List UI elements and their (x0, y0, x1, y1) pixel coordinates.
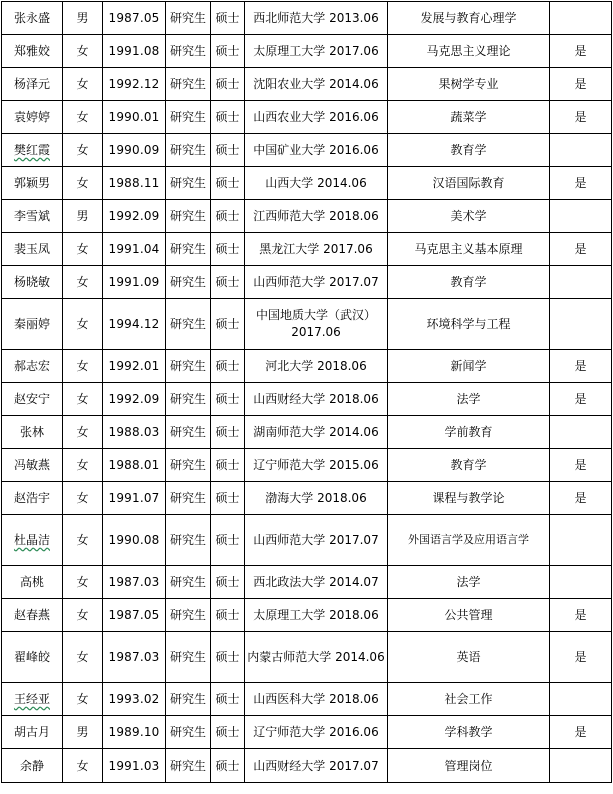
major-cell: 管理岗位 (388, 749, 550, 783)
table-row (2, 515, 612, 566)
name-cell: 张林 (2, 416, 63, 449)
school-cell: 山西师范大学 2017.07 (245, 515, 388, 566)
mark-cell (550, 299, 612, 350)
education-cell: 研究生 (166, 716, 211, 749)
degree-cell: 硕士 (211, 482, 245, 515)
mark-cell: 是 (550, 167, 612, 200)
birth-cell: 1992.09 (103, 200, 166, 233)
candidate-table (1, 1, 612, 783)
degree-cell: 硕士 (211, 416, 245, 449)
mark-cell: 是 (550, 482, 612, 515)
mark-cell: 是 (550, 599, 612, 632)
degree-cell: 硕士 (211, 68, 245, 101)
degree-cell: 硕士 (211, 383, 245, 416)
school-cell: 中国矿业大学 2016.06 (245, 134, 388, 167)
table-row (2, 299, 612, 350)
gender-cell: 女 (63, 683, 103, 716)
degree-cell: 硕士 (211, 515, 245, 566)
name-cell (2, 134, 63, 167)
birth-cell: 1992.12 (103, 68, 166, 101)
birth-cell: 1990.09 (103, 134, 166, 167)
degree-cell: 硕士 (211, 749, 245, 783)
major-cell: 学科教学 (388, 716, 550, 749)
birth-cell: 1991.07 (103, 482, 166, 515)
name-text: 杜晶洁 (13, 533, 50, 547)
degree-cell: 硕士 (211, 200, 245, 233)
name-text: 王经亚 (13, 692, 50, 706)
education-cell: 研究生 (166, 68, 211, 101)
table-row (2, 683, 612, 716)
name-cell: 高桃 (2, 566, 63, 599)
mark-cell (550, 749, 612, 783)
school-cell: 内蒙古师范大学 2014.06 (245, 632, 388, 683)
table-row (2, 101, 612, 134)
birth-cell: 1990.08 (103, 515, 166, 566)
degree-cell: 硕士 (211, 350, 245, 383)
gender-cell: 男 (63, 2, 103, 35)
table-row (2, 566, 612, 599)
education-cell: 研究生 (166, 482, 211, 515)
major-cell: 课程与教学论 (388, 482, 550, 515)
mark-cell (550, 515, 612, 566)
table-row (2, 482, 612, 515)
education-cell: 研究生 (166, 632, 211, 683)
school-cell: 西北师范大学 2013.06 (245, 2, 388, 35)
major-cell: 新闻学 (388, 350, 550, 383)
school-cell: 太原理工大学 2018.06 (245, 599, 388, 632)
table-row (2, 632, 612, 683)
table-row (2, 266, 612, 299)
education-cell: 研究生 (166, 515, 211, 566)
birth-cell: 1987.03 (103, 632, 166, 683)
school-cell: 中国地质大学（武汉） 2017.06 (245, 299, 388, 350)
name-cell: 杨泽元 (2, 68, 63, 101)
mark-cell: 是 (550, 350, 612, 383)
mark-cell (550, 134, 612, 167)
gender-cell: 女 (63, 167, 103, 200)
mark-cell: 是 (550, 233, 612, 266)
gender-cell: 女 (63, 449, 103, 482)
education-cell: 研究生 (166, 266, 211, 299)
table-row (2, 134, 612, 167)
table-row (2, 599, 612, 632)
mark-cell: 是 (550, 101, 612, 134)
birth-cell: 1994.12 (103, 299, 166, 350)
major-cell: 社会工作 (388, 683, 550, 716)
name-cell: 郝志宏 (2, 350, 63, 383)
table-row (2, 68, 612, 101)
major-cell: 教育学 (388, 449, 550, 482)
gender-cell: 女 (63, 515, 103, 566)
school-cell: 山西农业大学 2016.06 (245, 101, 388, 134)
table-row (2, 383, 612, 416)
school-cell: 太原理工大学 2017.06 (245, 35, 388, 68)
major-cell: 法学 (388, 383, 550, 416)
name-cell (2, 683, 63, 716)
mark-cell (550, 566, 612, 599)
birth-cell: 1991.09 (103, 266, 166, 299)
mark-cell: 是 (550, 383, 612, 416)
school-cell: 山西财经大学 2017.07 (245, 749, 388, 783)
degree-cell: 硕士 (211, 683, 245, 716)
gender-cell: 女 (63, 134, 103, 167)
name-cell: 余静 (2, 749, 63, 783)
birth-cell: 1987.05 (103, 599, 166, 632)
table-row (2, 749, 612, 783)
education-cell: 研究生 (166, 383, 211, 416)
major-cell: 环境科学与工程 (388, 299, 550, 350)
mark-cell: 是 (550, 632, 612, 683)
major-cell: 蔬菜学 (388, 101, 550, 134)
school-cell: 江西师范大学 2018.06 (245, 200, 388, 233)
gender-cell: 女 (63, 350, 103, 383)
mark-cell (550, 200, 612, 233)
birth-cell: 1991.03 (103, 749, 166, 783)
school-cell: 湖南师范大学 2014.06 (245, 416, 388, 449)
birth-cell: 1990.01 (103, 101, 166, 134)
major-cell: 发展与教育心理学 (388, 2, 550, 35)
gender-cell: 女 (63, 749, 103, 783)
degree-cell: 硕士 (211, 35, 245, 68)
education-cell: 研究生 (166, 233, 211, 266)
birth-cell: 1988.11 (103, 167, 166, 200)
degree-cell: 硕士 (211, 233, 245, 266)
birth-cell: 1988.01 (103, 449, 166, 482)
birth-cell: 1992.09 (103, 383, 166, 416)
table-row (2, 200, 612, 233)
degree-cell: 硕士 (211, 2, 245, 35)
name-text: 樊红霞 (13, 143, 50, 157)
degree-cell: 硕士 (211, 299, 245, 350)
gender-cell: 女 (63, 632, 103, 683)
gender-cell: 女 (63, 482, 103, 515)
table-row (2, 416, 612, 449)
table-row (2, 167, 612, 200)
table-row (2, 35, 612, 68)
degree-cell: 硕士 (211, 449, 245, 482)
school-cell: 辽宁师范大学 2015.06 (245, 449, 388, 482)
gender-cell: 女 (63, 566, 103, 599)
major-cell: 教育学 (388, 134, 550, 167)
education-cell: 研究生 (166, 350, 211, 383)
school-cell: 山西财经大学 2018.06 (245, 383, 388, 416)
major-cell: 马克思主义基本原理 (388, 233, 550, 266)
name-cell: 赵春燕 (2, 599, 63, 632)
gender-cell: 女 (63, 233, 103, 266)
name-cell: 赵浩宇 (2, 482, 63, 515)
school-cell: 山西大学 2014.06 (245, 167, 388, 200)
mark-cell (550, 2, 612, 35)
major-cell: 汉语国际教育 (388, 167, 550, 200)
education-cell: 研究生 (166, 683, 211, 716)
education-cell: 研究生 (166, 749, 211, 783)
education-cell: 研究生 (166, 599, 211, 632)
major-cell: 公共管理 (388, 599, 550, 632)
name-cell (2, 515, 63, 566)
education-cell: 研究生 (166, 101, 211, 134)
major-cell: 外国语言学及应用语言学 (388, 515, 550, 566)
degree-cell: 硕士 (211, 599, 245, 632)
major-cell: 马克思主义理论 (388, 35, 550, 68)
birth-cell: 1988.03 (103, 416, 166, 449)
gender-cell: 女 (63, 101, 103, 134)
education-cell: 研究生 (166, 449, 211, 482)
name-cell: 杨晓敏 (2, 266, 63, 299)
major-cell: 果树学专业 (388, 68, 550, 101)
school-cell: 黑龙江大学 2017.06 (245, 233, 388, 266)
name-cell: 秦丽婷 (2, 299, 63, 350)
school-cell: 辽宁师范大学 2016.06 (245, 716, 388, 749)
major-cell: 法学 (388, 566, 550, 599)
school-cell: 渤海大学 2018.06 (245, 482, 388, 515)
birth-cell: 1991.08 (103, 35, 166, 68)
gender-cell: 女 (63, 266, 103, 299)
gender-cell: 女 (63, 299, 103, 350)
education-cell: 研究生 (166, 416, 211, 449)
education-cell: 研究生 (166, 167, 211, 200)
name-cell: 郑雅姣 (2, 35, 63, 68)
table-row (2, 716, 612, 749)
education-cell: 研究生 (166, 200, 211, 233)
name-cell: 翟峰皎 (2, 632, 63, 683)
major-cell: 英语 (388, 632, 550, 683)
name-cell: 赵安宁 (2, 383, 63, 416)
degree-cell: 硕士 (211, 101, 245, 134)
mark-cell: 是 (550, 35, 612, 68)
school-cell: 山西医科大学 2018.06 (245, 683, 388, 716)
gender-cell: 女 (63, 416, 103, 449)
gender-cell: 女 (63, 68, 103, 101)
table-row (2, 350, 612, 383)
gender-cell: 女 (63, 383, 103, 416)
gender-cell: 女 (63, 35, 103, 68)
mark-cell: 是 (550, 716, 612, 749)
major-cell: 美术学 (388, 200, 550, 233)
education-cell: 研究生 (166, 566, 211, 599)
school-cell: 河北大学 2018.06 (245, 350, 388, 383)
birth-cell: 1987.05 (103, 2, 166, 35)
name-cell: 胡古月 (2, 716, 63, 749)
degree-cell: 硕士 (211, 716, 245, 749)
school-cell: 山西师范大学 2017.07 (245, 266, 388, 299)
mark-cell (550, 416, 612, 449)
name-cell: 冯敏燕 (2, 449, 63, 482)
birth-cell: 1992.01 (103, 350, 166, 383)
table-row (2, 449, 612, 482)
degree-cell: 硕士 (211, 266, 245, 299)
gender-cell: 女 (63, 599, 103, 632)
name-cell: 郭颖男 (2, 167, 63, 200)
school-cell: 西北政法大学 2014.07 (245, 566, 388, 599)
birth-cell: 1987.03 (103, 566, 166, 599)
birth-cell: 1989.10 (103, 716, 166, 749)
gender-cell: 男 (63, 200, 103, 233)
name-cell: 袁婷婷 (2, 101, 63, 134)
education-cell: 研究生 (166, 134, 211, 167)
education-cell: 研究生 (166, 2, 211, 35)
degree-cell: 硕士 (211, 134, 245, 167)
name-cell: 张永盛 (2, 2, 63, 35)
table-row (2, 233, 612, 266)
school-cell: 沈阳农业大学 2014.06 (245, 68, 388, 101)
degree-cell: 硕士 (211, 167, 245, 200)
mark-cell (550, 683, 612, 716)
mark-cell: 是 (550, 449, 612, 482)
birth-cell: 1991.04 (103, 233, 166, 266)
mark-cell: 是 (550, 68, 612, 101)
name-cell: 裴玉凤 (2, 233, 63, 266)
degree-cell: 硕士 (211, 566, 245, 599)
birth-cell: 1993.02 (103, 683, 166, 716)
table-row (2, 2, 612, 35)
education-cell: 研究生 (166, 35, 211, 68)
degree-cell: 硕士 (211, 632, 245, 683)
major-cell: 教育学 (388, 266, 550, 299)
major-cell: 学前教育 (388, 416, 550, 449)
education-cell: 研究生 (166, 299, 211, 350)
name-cell: 李雪斌 (2, 200, 63, 233)
gender-cell: 男 (63, 716, 103, 749)
mark-cell (550, 266, 612, 299)
